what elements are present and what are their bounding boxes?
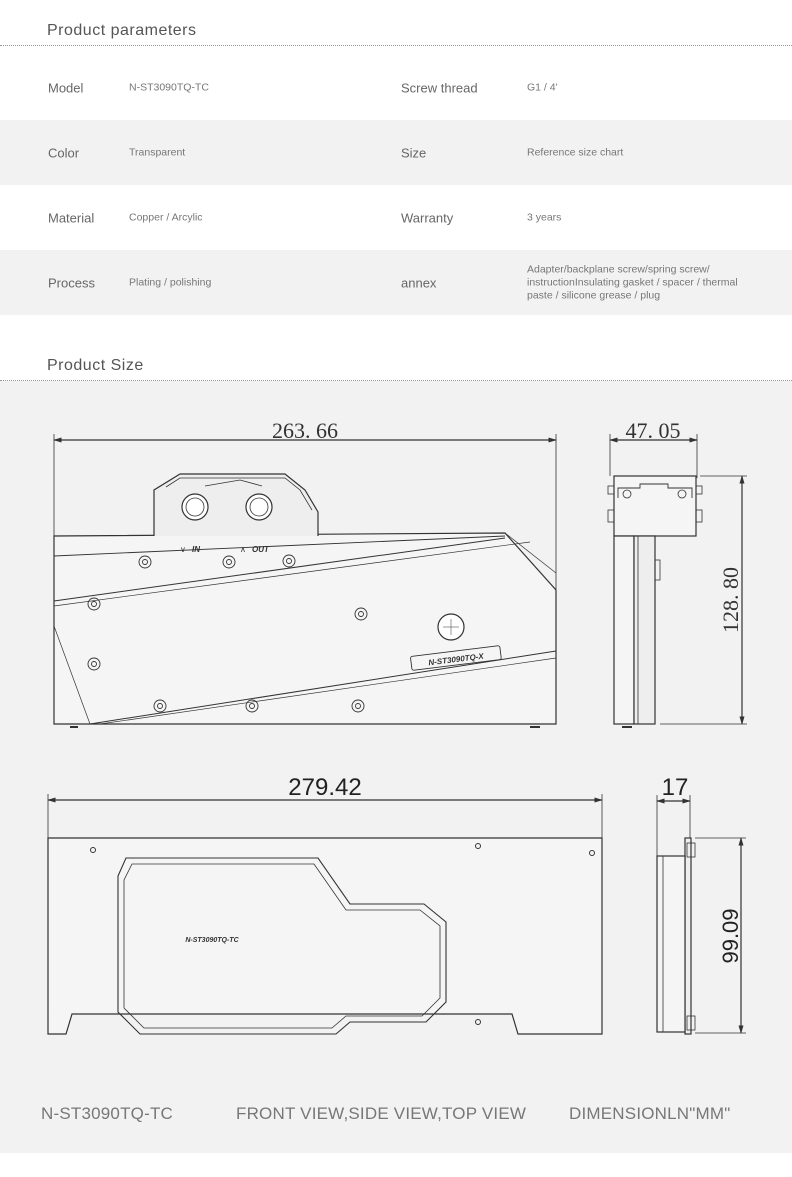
side-depth-dimension: 47. 05 [625,418,681,443]
front-height-dimension: 128. 80 [718,567,743,633]
backplate-view [48,794,602,1034]
parameters-title: Product parameters [47,22,197,39]
caption-dimension: DIMENSIONLN"MM" [569,1104,731,1123]
param-value: Copper / Arcylic [129,211,203,223]
param-label: Size [401,145,427,160]
param-label: Screw thread [401,80,478,95]
param-value: Transparent [129,146,186,158]
in-arrow-icon: ∨ [180,545,186,554]
param-value: Adapter/backplane screw/spring screw/ instructionInsulating gasket / spacer / thermal paste / silicone grease / plug [527,263,738,301]
param-label: Material [48,210,95,225]
param-label: annex [401,275,437,290]
front-view [54,434,556,727]
param-value: G1 / 4' [527,81,558,93]
front-width-dimension: 263. 66 [272,418,338,443]
param-label: Warranty [401,210,454,225]
backplate-engraving: N-ST3090TQ-TC [185,937,239,944]
out-arrow-icon: ∧ [240,545,246,554]
caption-model: N-ST3090TQ-TC [41,1104,174,1123]
caption-views: FRONT VIEW,SIDE VIEW,TOP VIEW [236,1104,527,1123]
block-body [54,533,556,724]
param-value: Plating / polishing [129,276,212,288]
param-value: 3 years [527,211,562,223]
param-label: Model [48,80,84,95]
size-title: Product Size [47,357,144,374]
back-width-dimension: 279.42 [288,774,362,801]
back-depth-dimension: 17 [661,774,689,801]
terminal [154,474,318,536]
out-label: OUT [252,545,269,554]
back-height-dimension: 99.09 [718,908,743,964]
block-engraving: N-ST3090TQ-X [427,651,485,668]
param-value: N-ST3090TQ-TC [129,81,209,93]
param-label: Process [48,275,95,290]
param-label: Color [48,145,80,160]
in-label: IN [192,545,200,554]
param-value: Reference size chart [527,146,624,158]
